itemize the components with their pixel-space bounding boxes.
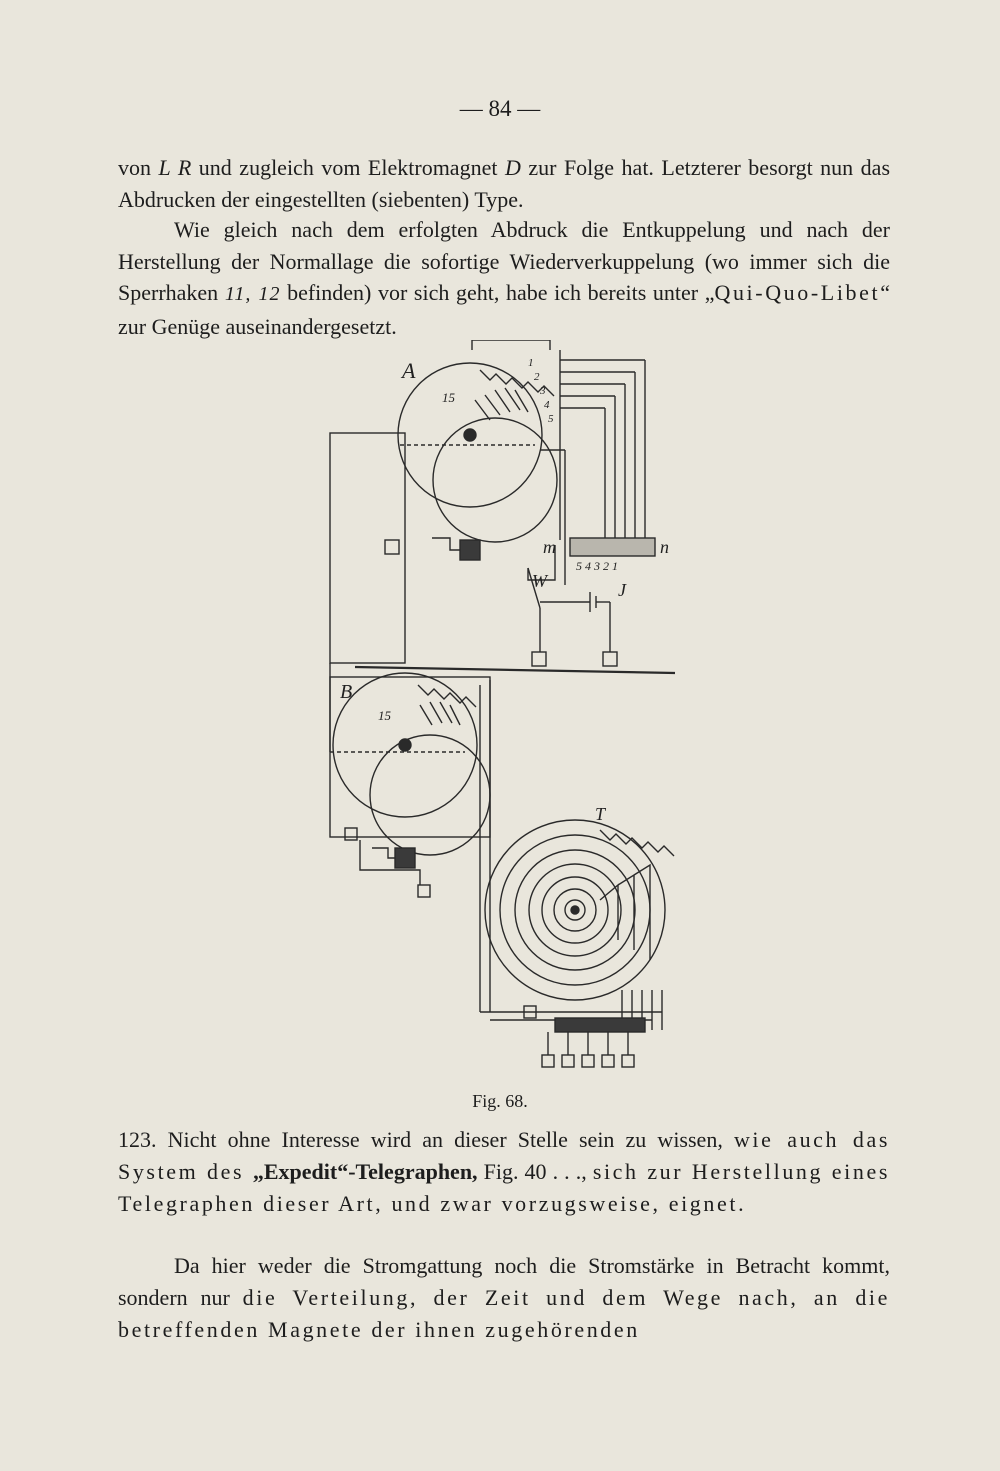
paragraph-continued: von L R und zugleich vom Elektromagnet D zur Folge hat. Letzterer besorgt nun das Abdrucken der eingestellten (siebenten) Type. xyxy=(118,155,891,212)
paragraph-decoupling: Wie gleich nach dem erfolgten Abdruck die Entkuppelung und nach der Herstellung der Normallage die sofortige Wiederverkuppelung (wo immer sich die Sperrhaken 11, 12 befinden) vor sich geht, habe ich bereits unter „Qui-Quo-Libet“ zur Genüge auseinandergesetzt. xyxy=(118,217,891,339)
terminal-B2 xyxy=(418,885,430,897)
terminal-W xyxy=(532,652,546,666)
label-W: W xyxy=(532,571,547,591)
relay-bank xyxy=(555,1018,645,1032)
contact-3: 3 xyxy=(540,385,546,397)
disc-A-lower xyxy=(433,418,557,542)
terminal-A xyxy=(385,540,399,554)
figure-caption: Fig. 68. xyxy=(472,1091,528,1111)
label-J: J xyxy=(618,580,626,600)
figure-68-diagram xyxy=(300,340,700,1080)
terminal-J xyxy=(603,652,617,666)
label-n: n xyxy=(660,537,669,557)
page-number: — 84 — xyxy=(459,96,541,121)
terminal-B xyxy=(345,828,357,840)
label-A: A xyxy=(402,358,416,383)
contact-4: 4 xyxy=(544,399,550,411)
keyboard-bar xyxy=(570,538,655,556)
label-15-B: 15 xyxy=(378,708,391,723)
label-T: T xyxy=(595,804,606,824)
ratchet-numbers: 11, 12 xyxy=(224,283,281,305)
spaced-term: Qui-Quo-Libet xyxy=(714,280,881,305)
symbol-D: D xyxy=(504,155,521,180)
paragraph-distribution: Da hier weder die Stromgattung noch die Stromstärke in Betracht kommt, sondern nur die Verteilung, der Zeit und dem Wege nach, an die betreffenden Magnete der ihnen zugehörenden xyxy=(118,1253,890,1342)
contact-2: 2 xyxy=(534,371,540,383)
wire-frame-left xyxy=(330,433,405,663)
magnet-B xyxy=(395,848,415,868)
magnet-A xyxy=(460,540,480,560)
section-number: 123. xyxy=(118,1127,157,1152)
contact-1: 1 xyxy=(528,357,534,369)
label-m: m xyxy=(543,537,556,557)
symbol-LR: L R xyxy=(158,155,192,180)
wire-frame-B xyxy=(330,677,490,837)
label-B: B xyxy=(340,681,353,703)
key-numbers: 5 4 3 2 1 xyxy=(576,559,618,573)
paragraph-123: 123. Nicht ohne Interesse wird an dieser Stelle sein zu wissen, wie auch das System des „Expedit“-Telegraphen, Fig. 40 . . ., sich zur Herstellung eines Telegraphen dieser Art, und zwar vorzugsweise, eignet. xyxy=(118,1127,890,1216)
label-15-A: 15 xyxy=(442,390,455,405)
bold-term: „Expedit“-Telegraphen, xyxy=(252,1159,478,1184)
contact-5: 5 xyxy=(548,413,554,425)
